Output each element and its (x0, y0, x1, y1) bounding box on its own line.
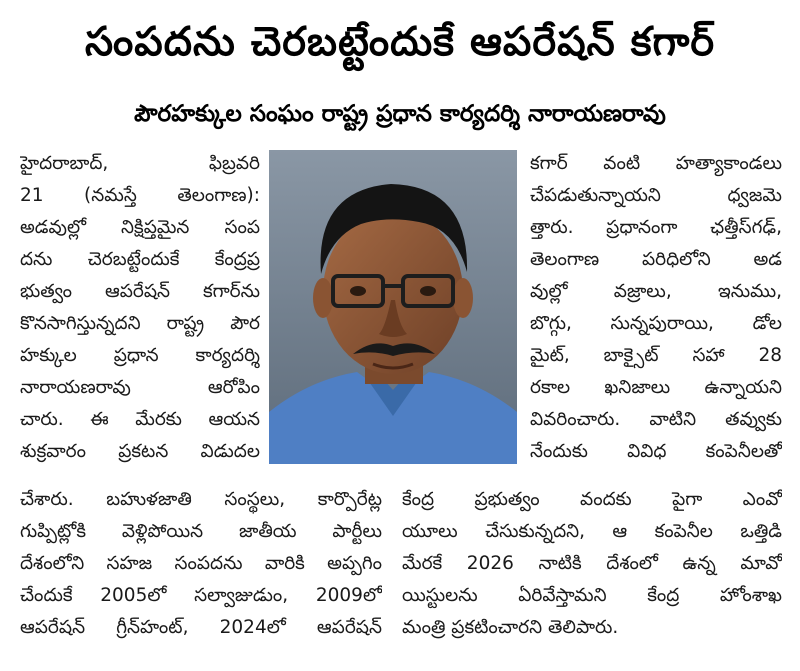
col-right-line: కగార్ వంటి హత్యాకాండలు (530, 153, 782, 174)
wide-left-line: దేశంలోని సహజ సంపదను వారికి అప్పగిం (20, 553, 382, 574)
wide-left-line: చేశారు. బహుళజాతి సంస్థలు, కార్పొరేట్ల (20, 489, 382, 510)
wide-left-line: ఆపరేషన్ గ్రీన్‌హంట్, 2024లో ఆపరేషన్ (20, 617, 382, 638)
col-left-line: అడవుల్లో నిక్షిప్తమైన సంప (20, 217, 260, 238)
col-left-line: హక్కుల ప్రధాన కార్యదర్శి (20, 345, 260, 366)
col-right-line: వుల్లో వజ్రాలు, ఇనుము, (530, 281, 782, 302)
article-headline: సంపదను చెరబట్టేందుకే ఆపరేషన్ కగార్ (84, 19, 716, 65)
col-right-line: తెలంగాణ పరిధిలోని అడ (530, 249, 782, 270)
col-right-line: త్తారు. ప్రధానంగా ఛత్తీస్‌గఢ్, (530, 217, 782, 238)
col-right-line: బొగ్గు, సున్నపురాయి, డోల (530, 313, 782, 334)
col-left-line: నారాయణరావు ఆరోపిం (20, 377, 260, 398)
wide-right-line: మంత్రి ప్రకటించారని తెలిపారు. (402, 617, 619, 638)
wide-right-line: యూలు చేసుకున్నదని, ఆ కంపెనీల ఒత్తిడి (402, 521, 782, 542)
col-left-line: దను చెరబట్టేందుకే కేంద్రప్ర (20, 249, 260, 270)
wide-right-line: కేంద్ర ప్రభుత్వం వందకు పైగా ఎంవో (402, 489, 782, 510)
wide-left-line: చేందుకే 2005లో సల్వాజుడుం, 2009లో (20, 585, 382, 606)
col-left-line: భుత్వం ఆపరేషన్ కగార్‌ను (20, 281, 260, 302)
col-right-line: చేపడుతున్నాయని ధ్వజమె (530, 185, 782, 206)
wide-right-line: యిస్టులను ఏరివేస్తామని కేంద్ర హోంశాఖ (402, 585, 782, 606)
col-right-line: నేందుకు వివిధ కంపెనీలతో (530, 441, 782, 462)
col-right-line: మైట్, బాక్సైట్ సహా 28 (530, 345, 782, 366)
col-left-line: హైదరాబాద్, ఫిబ్రవరి (20, 153, 260, 174)
col-left-line: చారు. ఈ మేరకు ఆయన (20, 409, 260, 430)
col-left-line: కొనసాగిస్తున్నదని రాష్ట్ర పౌర (20, 313, 260, 334)
wide-right-line: మేరకే 2026 నాటికి దేశంలో ఉన్న మావో (402, 553, 782, 574)
article-subheadline: పౌరహక్కుల సంఘం రాష్ట్ర ప్రధాన కార్యదర్శి నారాయణరావు (134, 101, 666, 127)
portrait-photo (269, 150, 517, 464)
wide-left-line: గుప్పిట్లోకి వెళ్లిపోయిన జాతీయ పార్టీలు (20, 521, 382, 542)
col-right-line: వివరించారు. వాటిని తవ్వుకు (530, 409, 782, 430)
col-left-line: 21 (నమస్తే తెలంగాణ): (20, 185, 260, 206)
col-right-line: రకాల ఖనిజాలు ఉన్నాయని (530, 377, 782, 398)
col-left-line: శుక్రవారం ప్రకటన విడుదల (20, 441, 260, 462)
